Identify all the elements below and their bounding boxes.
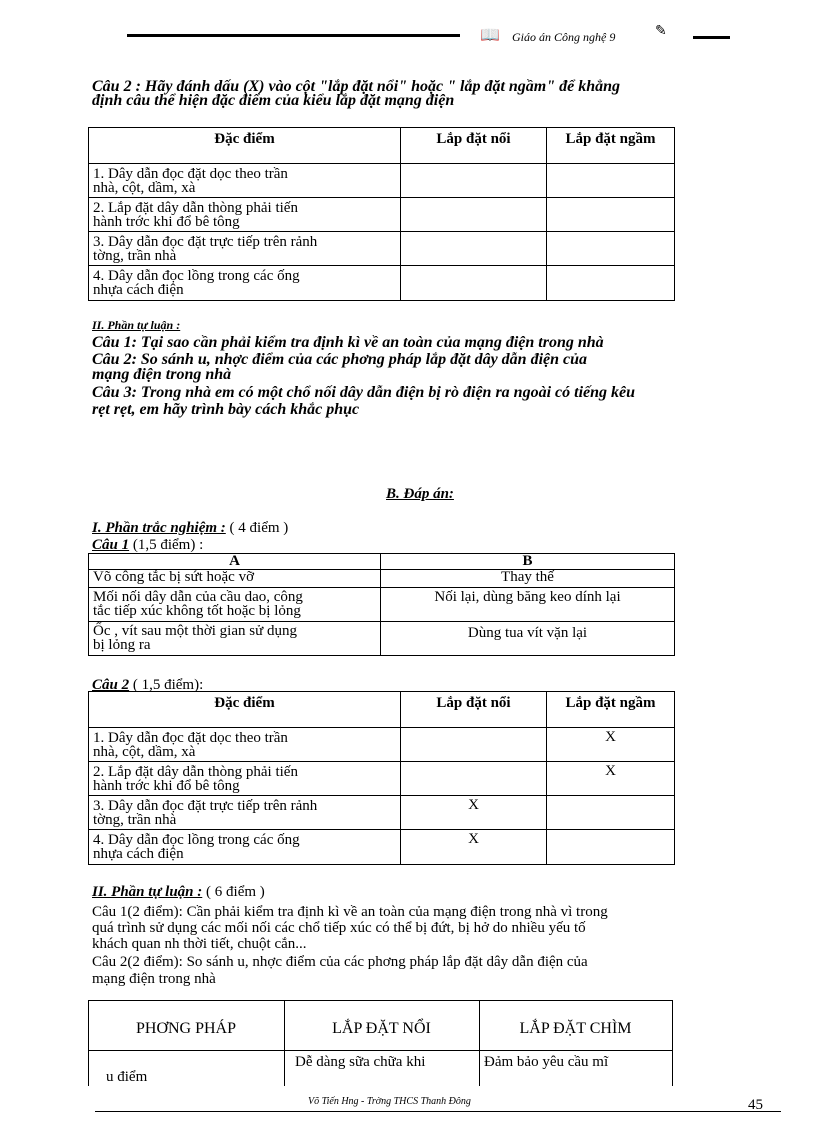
table-cell: 3. Dây dẫn đọc đặt trực tiếp trên rảnh tờng, trần nhà: [89, 796, 401, 830]
header-rule-right: [693, 36, 730, 39]
page-number: 45: [748, 1097, 763, 1113]
table-cell: Đảm bảo yêu cầu mĩ: [484, 1054, 609, 1070]
answer2-line2: mạng điện trong nhà: [92, 971, 216, 987]
table-header: Đặc điểm: [89, 692, 401, 728]
table-cell: Thay thế: [381, 570, 675, 588]
table-cell: X: [547, 728, 675, 762]
table-header: Lắp đặt nổi: [401, 692, 547, 728]
table-cell: X: [401, 830, 547, 865]
table-header: Lắp đặt nổi: [401, 128, 547, 164]
table-compare: [88, 1000, 674, 1086]
cau2-heading: Câu 2 ( 1,5 điểm):: [92, 677, 204, 693]
table-cell: 4. Dây dẫn đọc lồng trong các ống nhựa cách điện: [89, 830, 401, 865]
table-cell: Nối lại, dùng băng keo dính lại: [381, 588, 675, 622]
table-cell: Dùng tua vít vặn lại: [381, 622, 675, 656]
table-cell: Dễ dàng sữa chữa khi: [295, 1054, 426, 1070]
answer1-line2: quá trình sử dụng các mối nối các chổ tiếp xúc có thể bị đứt, bị hở do nhiều yếu tố: [92, 920, 586, 936]
header-rule-left: [127, 34, 460, 37]
table-header: Lắp đặt ngầm: [547, 128, 675, 164]
table-q2: [88, 127, 675, 301]
table-cell: [547, 796, 675, 830]
table-cell: X: [401, 796, 547, 830]
table-cell: [547, 198, 675, 232]
cau1-heading: Câu 1 (1,5 điểm) :: [92, 537, 204, 553]
table-cell: [401, 232, 547, 266]
table-cell: 4. Dây dẫn đọc lồng trong các ống nhựa cách điện: [89, 266, 401, 301]
answer2-line1: Câu 2(2 điểm): So sánh u, nhợc điểm của các phơng pháp lắp đặt dây dẫn điện của: [92, 954, 588, 970]
table-cell: Ốc , vít sau một thời gian sử dụng bị lỏng ra: [89, 622, 381, 656]
table-cell: 2. Lắp đặt dây dẫn thòng phải tiến hành trớc khi đổ bê tông: [89, 762, 401, 796]
part2-q3-line2: rẹt rẹt, em hãy trình bày cách khắc phục: [92, 401, 360, 418]
table-cell: [401, 762, 547, 796]
table-cell: [547, 164, 675, 198]
table-cau2: [88, 691, 675, 865]
table-header: PHƠNG PHÁP: [135, 1020, 237, 1037]
table-cell: [547, 232, 675, 266]
header-title: Giáo án Công nghệ 9: [512, 30, 616, 44]
table-cell: [401, 266, 547, 301]
table-header: B: [381, 554, 675, 570]
table-cell: 2. Lắp đặt dây dẫn thòng phải tiến hành trớc khi đổ bê tông: [89, 198, 401, 232]
answer1-line3: khách quan nh thời tiết, chuột cắn...: [92, 936, 307, 952]
table-header: Lắp đặt ngầm: [547, 692, 675, 728]
answers-part2-heading: II. Phần tự luận : ( 6 điểm ): [92, 884, 265, 900]
table-cell: [547, 830, 675, 865]
table-cell: [401, 164, 547, 198]
table-cell: u điểm: [106, 1069, 148, 1085]
part2-q1: Câu 1: Tại sao cần phải kiểm tra định kì về an toàn của mạng điện trong nhà: [92, 334, 604, 351]
q2-text-line2: định câu thể hiện đặc điểm của kiểu lắp đặt mạng điện: [92, 92, 455, 109]
table-header: LẮP ĐẶT CHÌM: [519, 1020, 632, 1037]
answers-title: B. Đáp án:: [386, 486, 454, 502]
table-cell: Võ công tắc bị sứt hoặc vỡ: [89, 570, 381, 588]
part2-q2-line2: mạng điện trong nhà: [92, 366, 232, 383]
table-header: Đặc điểm: [89, 128, 401, 164]
part2-title: II. Phần tự luận :: [92, 318, 181, 332]
answers-part1-heading: I. Phần trắc nghiệm : ( 4 điểm ): [92, 520, 289, 536]
table-cell: 3. Dây dẫn đọc đặt trực tiếp trên rảnh tờng, trần nhà: [89, 232, 401, 266]
book-icon: 📖: [480, 27, 500, 44]
table-cell: [401, 728, 547, 762]
pen-icon: ✎: [655, 24, 667, 39]
part2-q2-line1: Câu 2: So sánh u, nhợc điểm của các phơng pháp lắp đặt dây dẫn điện của: [92, 351, 588, 368]
table-cell: 1. Dây dẫn đọc đặt dọc theo trần nhà, cột, dầm, xà: [89, 728, 401, 762]
table-cell: Mối nối dây dẫn của cầu dao, công tắc tiếp xúc không tốt hoặc bị lỏng: [89, 588, 381, 622]
table-cell: [401, 198, 547, 232]
table-cau1: [88, 553, 675, 656]
q2-text-line1: Câu 2 : Hãy đánh dấu (X) vào cột "lắp đặt nổi" hoặc " lắp đặt ngầm" để khẳng: [92, 78, 621, 95]
table-header: A: [89, 554, 381, 570]
footer-author: Võ Tiến Hng - Trờng THCS Thanh Đông: [308, 1096, 471, 1107]
table-cell: [547, 266, 675, 301]
answer1-line1: Câu 1(2 điểm): Cần phải kiểm tra định kì về an toàn của mạng điện trong nhà vì trong: [92, 904, 608, 920]
footer-rule: [95, 1111, 781, 1112]
part2-q3-line1: Câu 3: Trong nhà em có một chổ nối dây dẫn điện bị rò điện ra ngoài có tiếng kêu: [92, 384, 636, 401]
table-cell: 1. Dây dẫn đọc đặt dọc theo trần nhà, cột, dầm, xà: [89, 164, 401, 198]
table-cell: X: [547, 762, 675, 796]
table-header: LẮP ĐẶT NỔI: [332, 1020, 431, 1037]
